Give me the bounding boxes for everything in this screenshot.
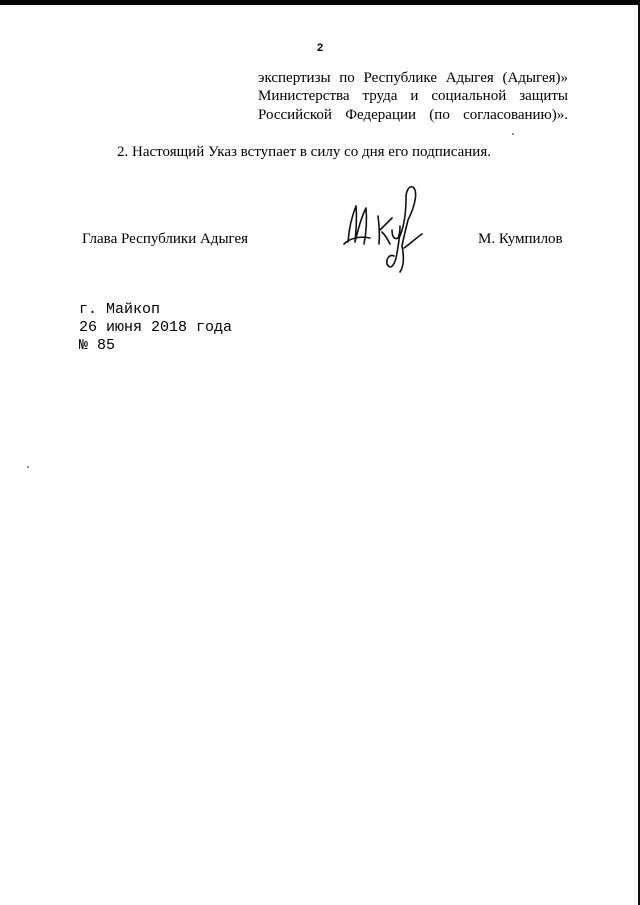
issuance-date: 26 июня 2018 года	[79, 319, 233, 336]
scan-top-edge	[0, 0, 640, 5]
decree-number: № 85	[79, 337, 116, 354]
scan-speck	[27, 466, 29, 468]
clause-2-effective-date: 2. Настоящий Указ вступает в силу со дня его подписания.	[117, 144, 491, 160]
handwritten-signature-icon	[340, 178, 432, 276]
signer-name: М. Кумпилов	[478, 231, 563, 247]
continued-text-line-3: Российской Федерации (по согласованию)».	[258, 107, 568, 123]
issuance-place: г. Майкоп	[79, 301, 161, 318]
continued-text-line-2: Министерства труда и социальной защиты	[258, 88, 568, 104]
signer-title: Глава Республики Адыгея	[82, 231, 249, 247]
scan-speck	[512, 133, 514, 135]
page-number: 2	[316, 42, 324, 54]
continued-text-line-1: экспертизы по Республике Адыгея (Адыгея)»	[258, 70, 568, 86]
